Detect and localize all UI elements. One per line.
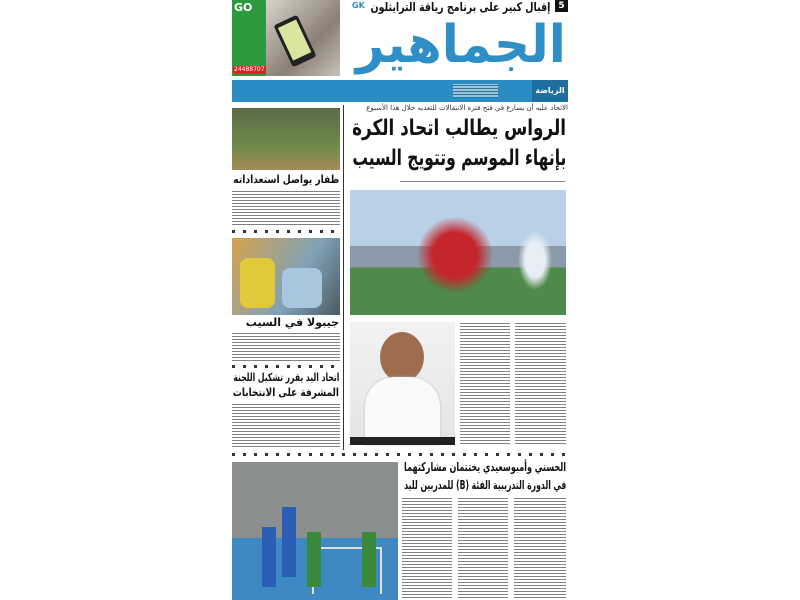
lead-kicker: الاتحاد عليه أن يسارع في فتح فترة الانتقالات للتعديه خلال هذا الأسبوع (366, 104, 568, 112)
masthead-title: الجماهير (355, 15, 566, 75)
lead-headline-1[interactable]: الرواس يطالب اتحاد الكرة (352, 116, 566, 141)
story3-body (232, 403, 340, 447)
bottom-body-col2 (458, 497, 508, 600)
teaser-number: 5 (555, 0, 568, 12)
divider (232, 365, 340, 368)
divider (232, 453, 568, 456)
handball-photo (232, 462, 398, 600)
ad-phone-photo (266, 0, 340, 76)
bottom-body-col3 (514, 497, 566, 600)
ad-phone: 24488707 (234, 66, 265, 73)
story1-body (232, 190, 340, 226)
columnist-portrait (350, 322, 455, 445)
bottom-headline-1[interactable]: الحسني وأمبوسعيدي يختتمان مشاركتهما (404, 460, 566, 474)
lead-body-col1 (460, 322, 510, 445)
advertisement[interactable] (232, 0, 340, 76)
teaser-tag: GK (352, 1, 365, 10)
story2-photo (232, 238, 340, 315)
section-label: الرياضة (532, 80, 568, 102)
issue-info (453, 84, 498, 98)
lead-body-col2 (515, 322, 566, 445)
lead-photo-football-team (350, 190, 566, 315)
bottom-headline-2[interactable]: في الدورة التدريبية الفئة (B) للمدربين لليد (403, 478, 566, 492)
story2-body (232, 332, 340, 362)
smartphone-image (273, 15, 316, 68)
teaser-text[interactable]: إقبال كبير على برنامج رياقة الترايثلون (370, 0, 550, 14)
section-bar (232, 80, 568, 102)
story1-photo (232, 108, 340, 170)
story3-headline-1[interactable]: اتحاد اليد يقرر تشكيل اللجنة (232, 371, 339, 384)
column-rule (343, 105, 344, 450)
story1-headline[interactable]: ظفار يواصل استعداداته (232, 173, 339, 186)
ad-brand: GO (234, 1, 253, 14)
divider (232, 230, 340, 233)
story2-headline[interactable]: جيبولا في السيب (245, 316, 339, 329)
lead-subline (400, 180, 565, 184)
story3-headline-2[interactable]: المشرفة على الانتخابات (232, 386, 339, 399)
bottom-body-col1 (402, 497, 452, 600)
ad-green-panel (232, 0, 266, 76)
lead-headline-2[interactable]: بإنهاء الموسم وتتويج السيب (352, 146, 566, 171)
